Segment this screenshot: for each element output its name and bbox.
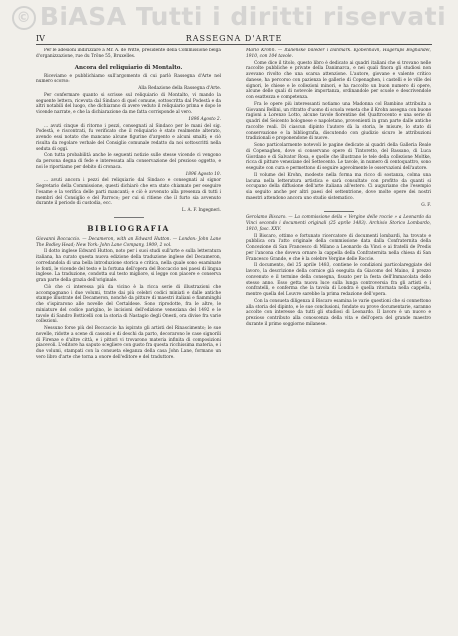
- paragraph: Con la consueta diligenza il Biscaro esamina le varie questioni che si connettono alla storia del dipinto, e le sue conclusioni, fondate su prove documentarie, saranno accolte con interesse da tutti gli studiosi di Leonardo. Il lavoro è un nuovo e prezioso contributo alla conoscenza della vita e dell'opera del grande maestro durante il primo soggiorno milanese.: [246, 298, 431, 327]
- page-header: [36, 34, 432, 44]
- paragraph: Il dotto inglese Edward Hutton, noto per i suoi studi sull'arte e sulla letteratura italiana, ha curato questa nuova edizione della traduzione inglese del Decameron, corredandola di una bella introduzione storica e critica, nella quale sono esaminate le fonti, le vicende del testo e la fortuna dell'opera del Boccaccio nei paesi di lingua inglese. La traduzione, condotta sul testo migliore, si legge con piacere e conserva gran parte della grazia dell'originale.: [36, 249, 221, 283]
- paragraph: ... avuti ancora i pezzi del reliquiario dal Sindaco e consegnati al signor Segretario della Commissione, questi dichiarò che era stato chiamato per eseguire l'esame e la verifica delle parti mancanti; e ciò è avvenuto alla presenza di tutti i membri del Consiglio e del Parroco; per cui si ritiene che il furto sia avvenuto durante il periodo di custodia, ecc.: [36, 178, 221, 207]
- signature: L. A. F. Ingegneri.: [181, 208, 221, 213]
- paragraph: Sono particolarmente notevoli le pagine dedicate ai quadri della Galleria Reale di Copenaghen, dove si conservano opere di Tintoretto, del Bassano, di Luca Giordano e di Salvator Rosa, e quelle che illustrano le tele della collezione Moltke, ricca di pitture veneziane del Settecento. Le tavole, in numero di centoquattro, sono eseguite con cura e permettono di seguire agevolmente le osservazioni dell'autore.: [246, 143, 431, 171]
- page-number: IV: [36, 34, 45, 43]
- paragraph: Ciò che ci interessa più da vicino è la ricca serie di illustrazioni che accompagnano i due volumi, tratte dai più celebri codici miniati e dalle antiche stampe illustrate del Decameron, nonché da pitture di maestri italiani e fiamminghi che s'ispirarono alle novelle del Certaldese. Sono riprodotte, fra le altre, le miniature del codice parigino, le incisioni dell'edizione veneziana del 1492 e le tavole di Sandro Botticelli con la storia di Nastagio degli Onesti, ora divise fra varie collezioni.: [36, 284, 221, 325]
- left-column: [36, 48, 221, 618]
- paragraph: Il Biscaro, ottimo e fortunato ricercatore di documenti lombardi, ha trovato e pubblica ora l'atto originale della commissione data dalla Confraternita della Concezione di San Francesco di Milano a Leonardo da Vinci e ai fratelli de Predis per l'ancona che doveva ornare la cappella della Confraternita nella chiesa di San Francesco Grande, e che è la celebre Vergine delle Roccie.: [246, 233, 431, 262]
- bibliography-entry-heading: Mario Krohn. — Italienske billeder i Danmark. Kjöbenhavn, Hagerups Boghandel, 1910, con 104 tavole.: [246, 48, 431, 59]
- paragraph: Nessuno forse più del Boccaccio ha ispirato gli artisti del Rinascimento; le sue novelle, ridotte a scene di cassoni e di deschi da parto, decorarono le case signorili di Firenze e d'altre città, e i pittori vi trovarono materia infinita di composizioni piacevoli. L'editore ha saputo scegliere con gusto fra questa ricchissima materia, e i due volumi, stampati con la consueta eleganza della casa John Lane, formano un vero libro d'arte che torna a onore dell'editore e del traduttore.: [36, 326, 221, 360]
- intro-paragraph: Per le adesioni indirizzare a Mr. A. de Witte, presidente della Commissione belga d'organizzazione, rue du Trône 55, Bruxelles.: [36, 48, 221, 59]
- bibliography-entry-heading: Giovanni Boccaccio. — Decameron, with an Edward Hutton. — London: John Lane The Bodley Head; New York: John Lane Company, 1909, 2 vol.: [36, 236, 221, 248]
- letter-date: 1896 Agosto 2.: [188, 116, 221, 122]
- paragraph: Il volume del Krohn, modesto nella forma ma ricco di sostanza, colma una lacuna nella letteratura artistica e sarà consultato con profitto da quanti si occupano della diffusione dell'arte italiana all'estero. Ci auguriamo che l'esempio sia seguito anche per altri paesi del settentrione, dove molte opere dei nostri maestri attendono ancora uno studio sistematico.: [246, 172, 431, 201]
- section-title: BIBLIOGRAFIA: [87, 223, 170, 233]
- divider: [324, 211, 354, 212]
- bibliography-entry-heading: Gerolamo Biscaro. — La commissione della « Vergine delle roccie » a Leonardo da Vinci secondo i documenti originali (25 aprile 1483). Archivio Storico Lombardo, 1910, fasc. XXV.: [246, 215, 431, 232]
- paragraph: Come dice il titolo, questo libro è dedicato ai quadri italiani che si trovano nelle raccolte pubbliche e private della Danimarca, e nei quali finora gli studiosi non avevano rivolto che una scarsa attenzione. L'autore, giovane e valente critico danese, ha percorso con pazienza le gallerie di Copenaghen, i castelli e le ville dei signori, le chiese e le collezioni minori, e ha raccolto un buon numero di opere, alcune delle quali di notevole importanza, ordinandole per scuole e descrivendole con esattezza e competenza.: [246, 60, 431, 100]
- header-rule: [36, 44, 432, 45]
- running-title: RASSEGNA D'ARTE: [185, 34, 283, 43]
- paragraph: ... avuti cinque di ritorno i pezzi, consegnati al Sindaco per le mani del sig. Podestà, e riscontrati, fu verificato che il reliquiario è stato realmente alterato, avendo essi notato che mancano alcune figurine d'argento e alcuni smalti; e ciò risulta da regolare verbale del Consiglio comunale redatto da noi sottoscritti nella seduta di oggi.: [36, 123, 221, 152]
- watermark-text: BiASA Tutti i diritti riservati: [39, 2, 447, 31]
- right-column: [246, 48, 431, 618]
- addressee: Alla Redazione della Rassegna d'Arte.: [138, 86, 221, 91]
- copyright-icon: ©: [12, 6, 36, 30]
- paragraph: Con tutta probabilità anche le seguenti notizie sulle stesse vicende ci vengono da persona degna di fede e interessata alla conservazione del prezioso oggetto, e noi le riportiamo per debito di cronaca.: [36, 153, 221, 170]
- letter-date: 1896 Agosto 10.: [185, 171, 221, 177]
- paragraph: Riceviamo e pubblichiamo sull'argomento di cui parlò Rassegna d'Arte nel numero scorso:: [36, 73, 221, 85]
- paragraph: Per confermare quanto si scrisse sul reliquiario di Montalto, vi mando la seguente lettera, ricevuta dal Sindaco di quel comune, sottoscritta dal Podestà e da altri notabili del luogo, che dichiarano di avere veduto il reliquiario prima e dopo le vicende narrate, e che la dichiarazione da me fatta corrisponde al vero.: [36, 92, 221, 115]
- paragraph: Fra le opere più interessanti notiamo una Madonna col Bambino attribuita a Giovanni Bellini, un ritratto d'uomo di scuola veneta che il Krohn assegna con buone ragioni a Lorenzo Lotto, alcune tavole fiorentine del Quattrocento e una serie di quadri del Seicento bolognese e napoletano, provenienti in gran parte dalle antiche raccolte reali. Di ciascun dipinto l'autore dà la storia, le misure, lo stato di conservazione e la bibliografia, discutendo con giudizio sicuro le attribuzioni tradizionali e proponendone di nuove.: [246, 101, 431, 142]
- article-heading: Ancora del reliquiario di Montalto.: [74, 64, 183, 71]
- divider: [114, 217, 144, 218]
- watermark: [0, 2, 458, 31]
- signature: G. F.: [421, 202, 431, 208]
- paragraph: Il documento, del 25 aprile 1483, contiene le condizioni particolareggiate del lavoro, la descrizione della cornice già eseguita da Giacomo del Maino, il prezzo convenuto e il termine della consegna, fissato per la festa dell'Immacolata dello stesso anno. Esso getta nuova luce sulla lunga controversia fra gli artisti e i confratelli, e conferma che la tavola di Londra è quella ritornata nella cappella, mentre quella del Louvre sarebbe la prima redazione dell'opera.: [246, 263, 431, 297]
